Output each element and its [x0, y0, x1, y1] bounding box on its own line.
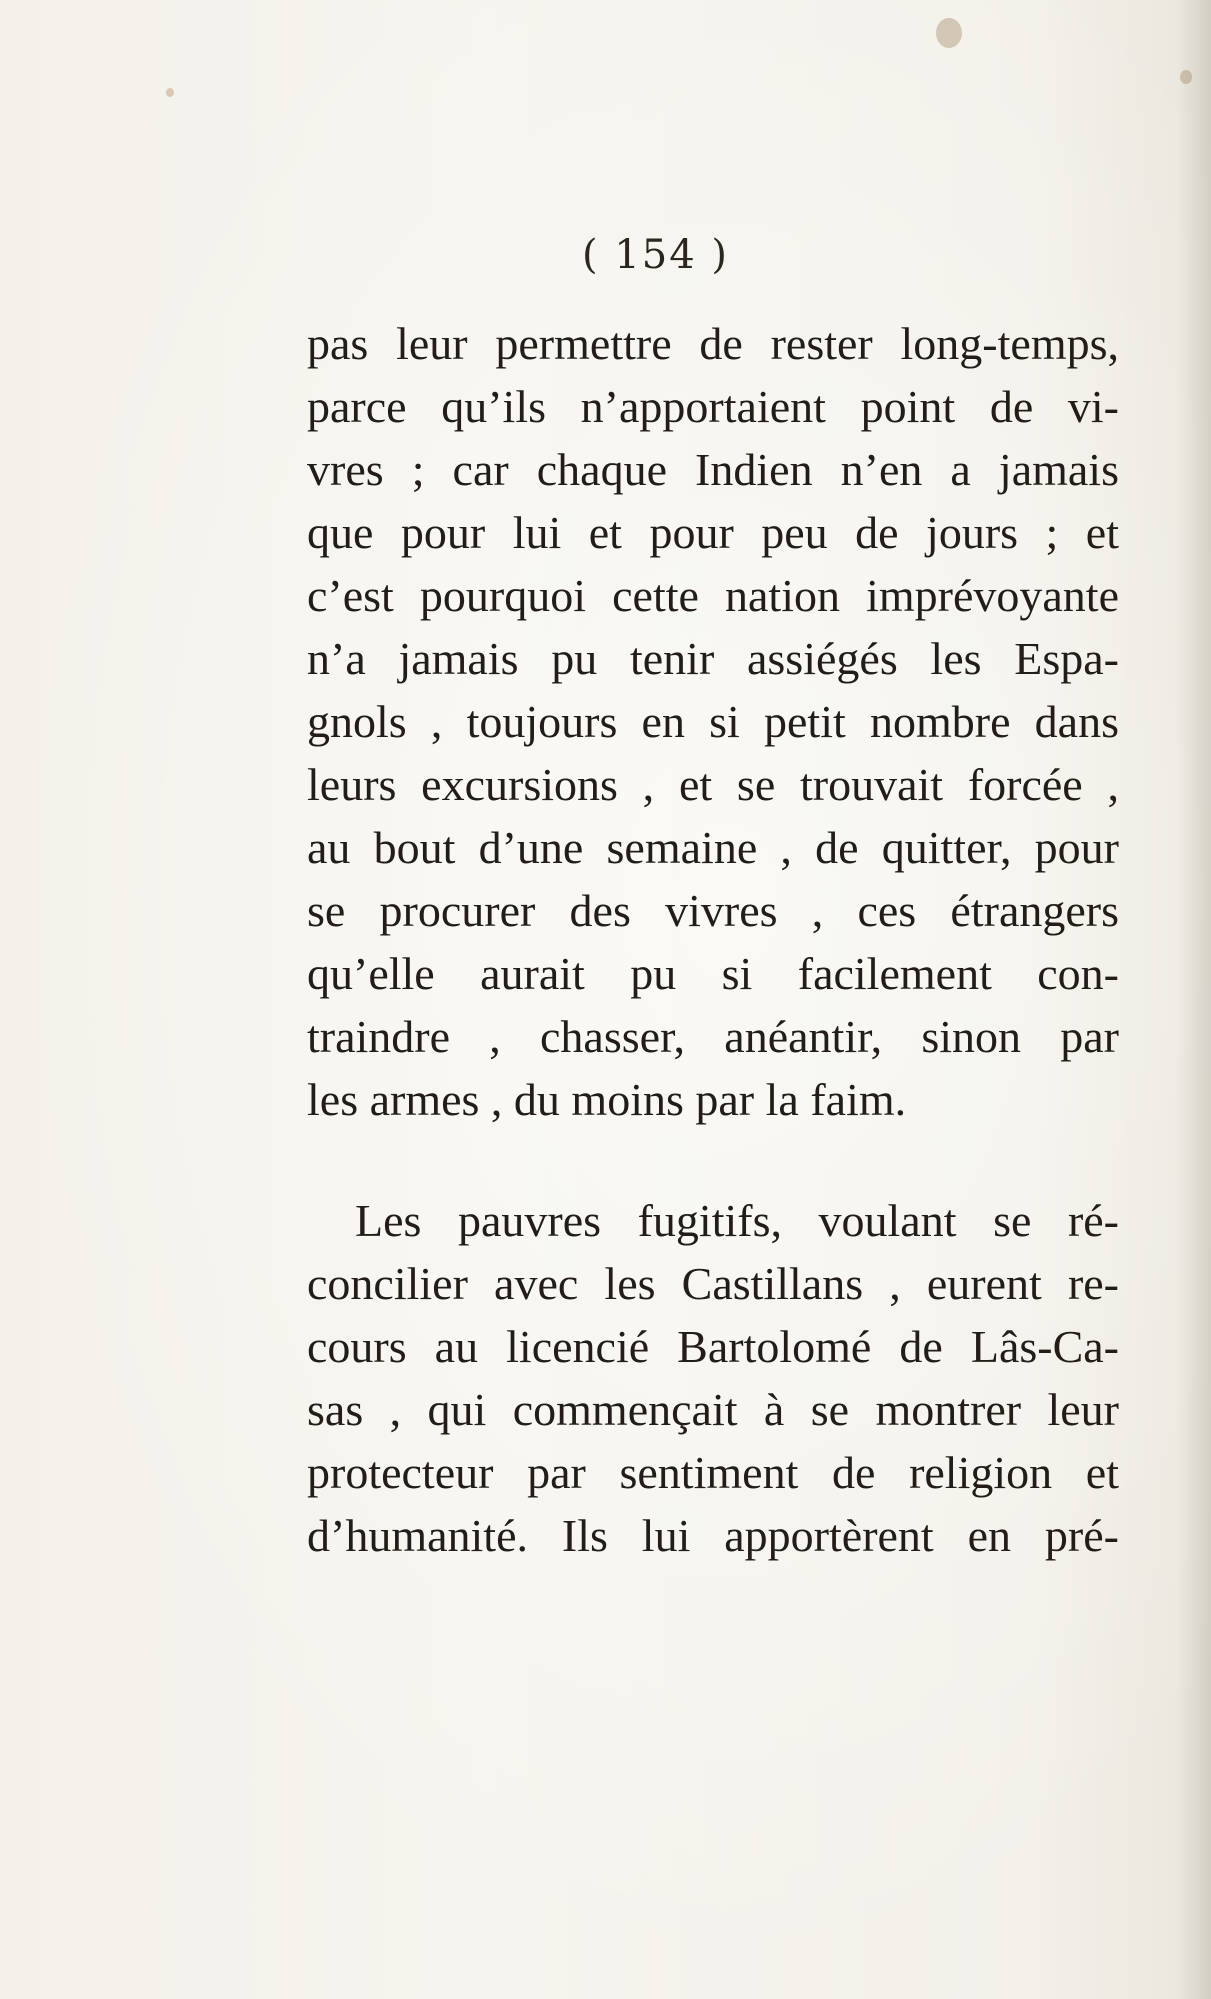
paragraph-1 — [307, 312, 1119, 1131]
text-line: sas , qui commençait à se montrer leur — [307, 1384, 1119, 1435]
text-line: protecteur par sentiment de religion et — [307, 1447, 1119, 1498]
paper-stain — [1180, 70, 1192, 84]
text-line: cours au licencié Bartolomé de Lâs-Ca- — [307, 1321, 1119, 1372]
text-line: au bout d’une semaine , de quitter, pour — [307, 822, 1119, 873]
text-line: parce qu’ils n’apportaient point de vi- — [307, 381, 1119, 432]
text-line: que pour lui et pour peu de jours ; et — [307, 507, 1119, 558]
text-line: qu’elle aurait pu si facilement con- — [307, 948, 1119, 999]
text-line: vres ; car chaque Indien n’en a jamais — [307, 444, 1119, 495]
paper-stain — [166, 88, 174, 97]
text-line: se procurer des vivres , ces étrangers — [307, 885, 1119, 936]
text-line: les armes , du moins par la faim. — [307, 1074, 907, 1125]
text-line: pas leur permettre de rester long-temps, — [307, 318, 1119, 369]
paper-stain — [936, 18, 962, 48]
text-line: concilier avec les Castillans , eurent re- — [307, 1258, 1119, 1309]
text-line: traindre , chasser, anéantir, sinon par — [307, 1011, 1119, 1062]
page-number: ( 154 ) — [582, 232, 729, 278]
paragraph-2 — [307, 1189, 1119, 1567]
text-line: gnols , toujours en si petit nombre dans — [307, 696, 1119, 747]
page-edge-shadow — [1177, 0, 1211, 1999]
text-line: c’est pourquoi cette nation imprévoyante — [307, 570, 1119, 621]
text-line: leurs excursions , et se trouvait forcée , — [307, 759, 1119, 810]
text-line: d’humanité. Ils lui apportèrent en pré- — [307, 1510, 1119, 1561]
body-text — [307, 312, 1119, 1567]
text-line: Les pauvres fugitifs, voulant se ré- — [355, 1195, 1119, 1246]
paragraph-spacer — [307, 1131, 1119, 1189]
text-line: n’a jamais pu tenir assiégés les Espa- — [307, 633, 1119, 684]
